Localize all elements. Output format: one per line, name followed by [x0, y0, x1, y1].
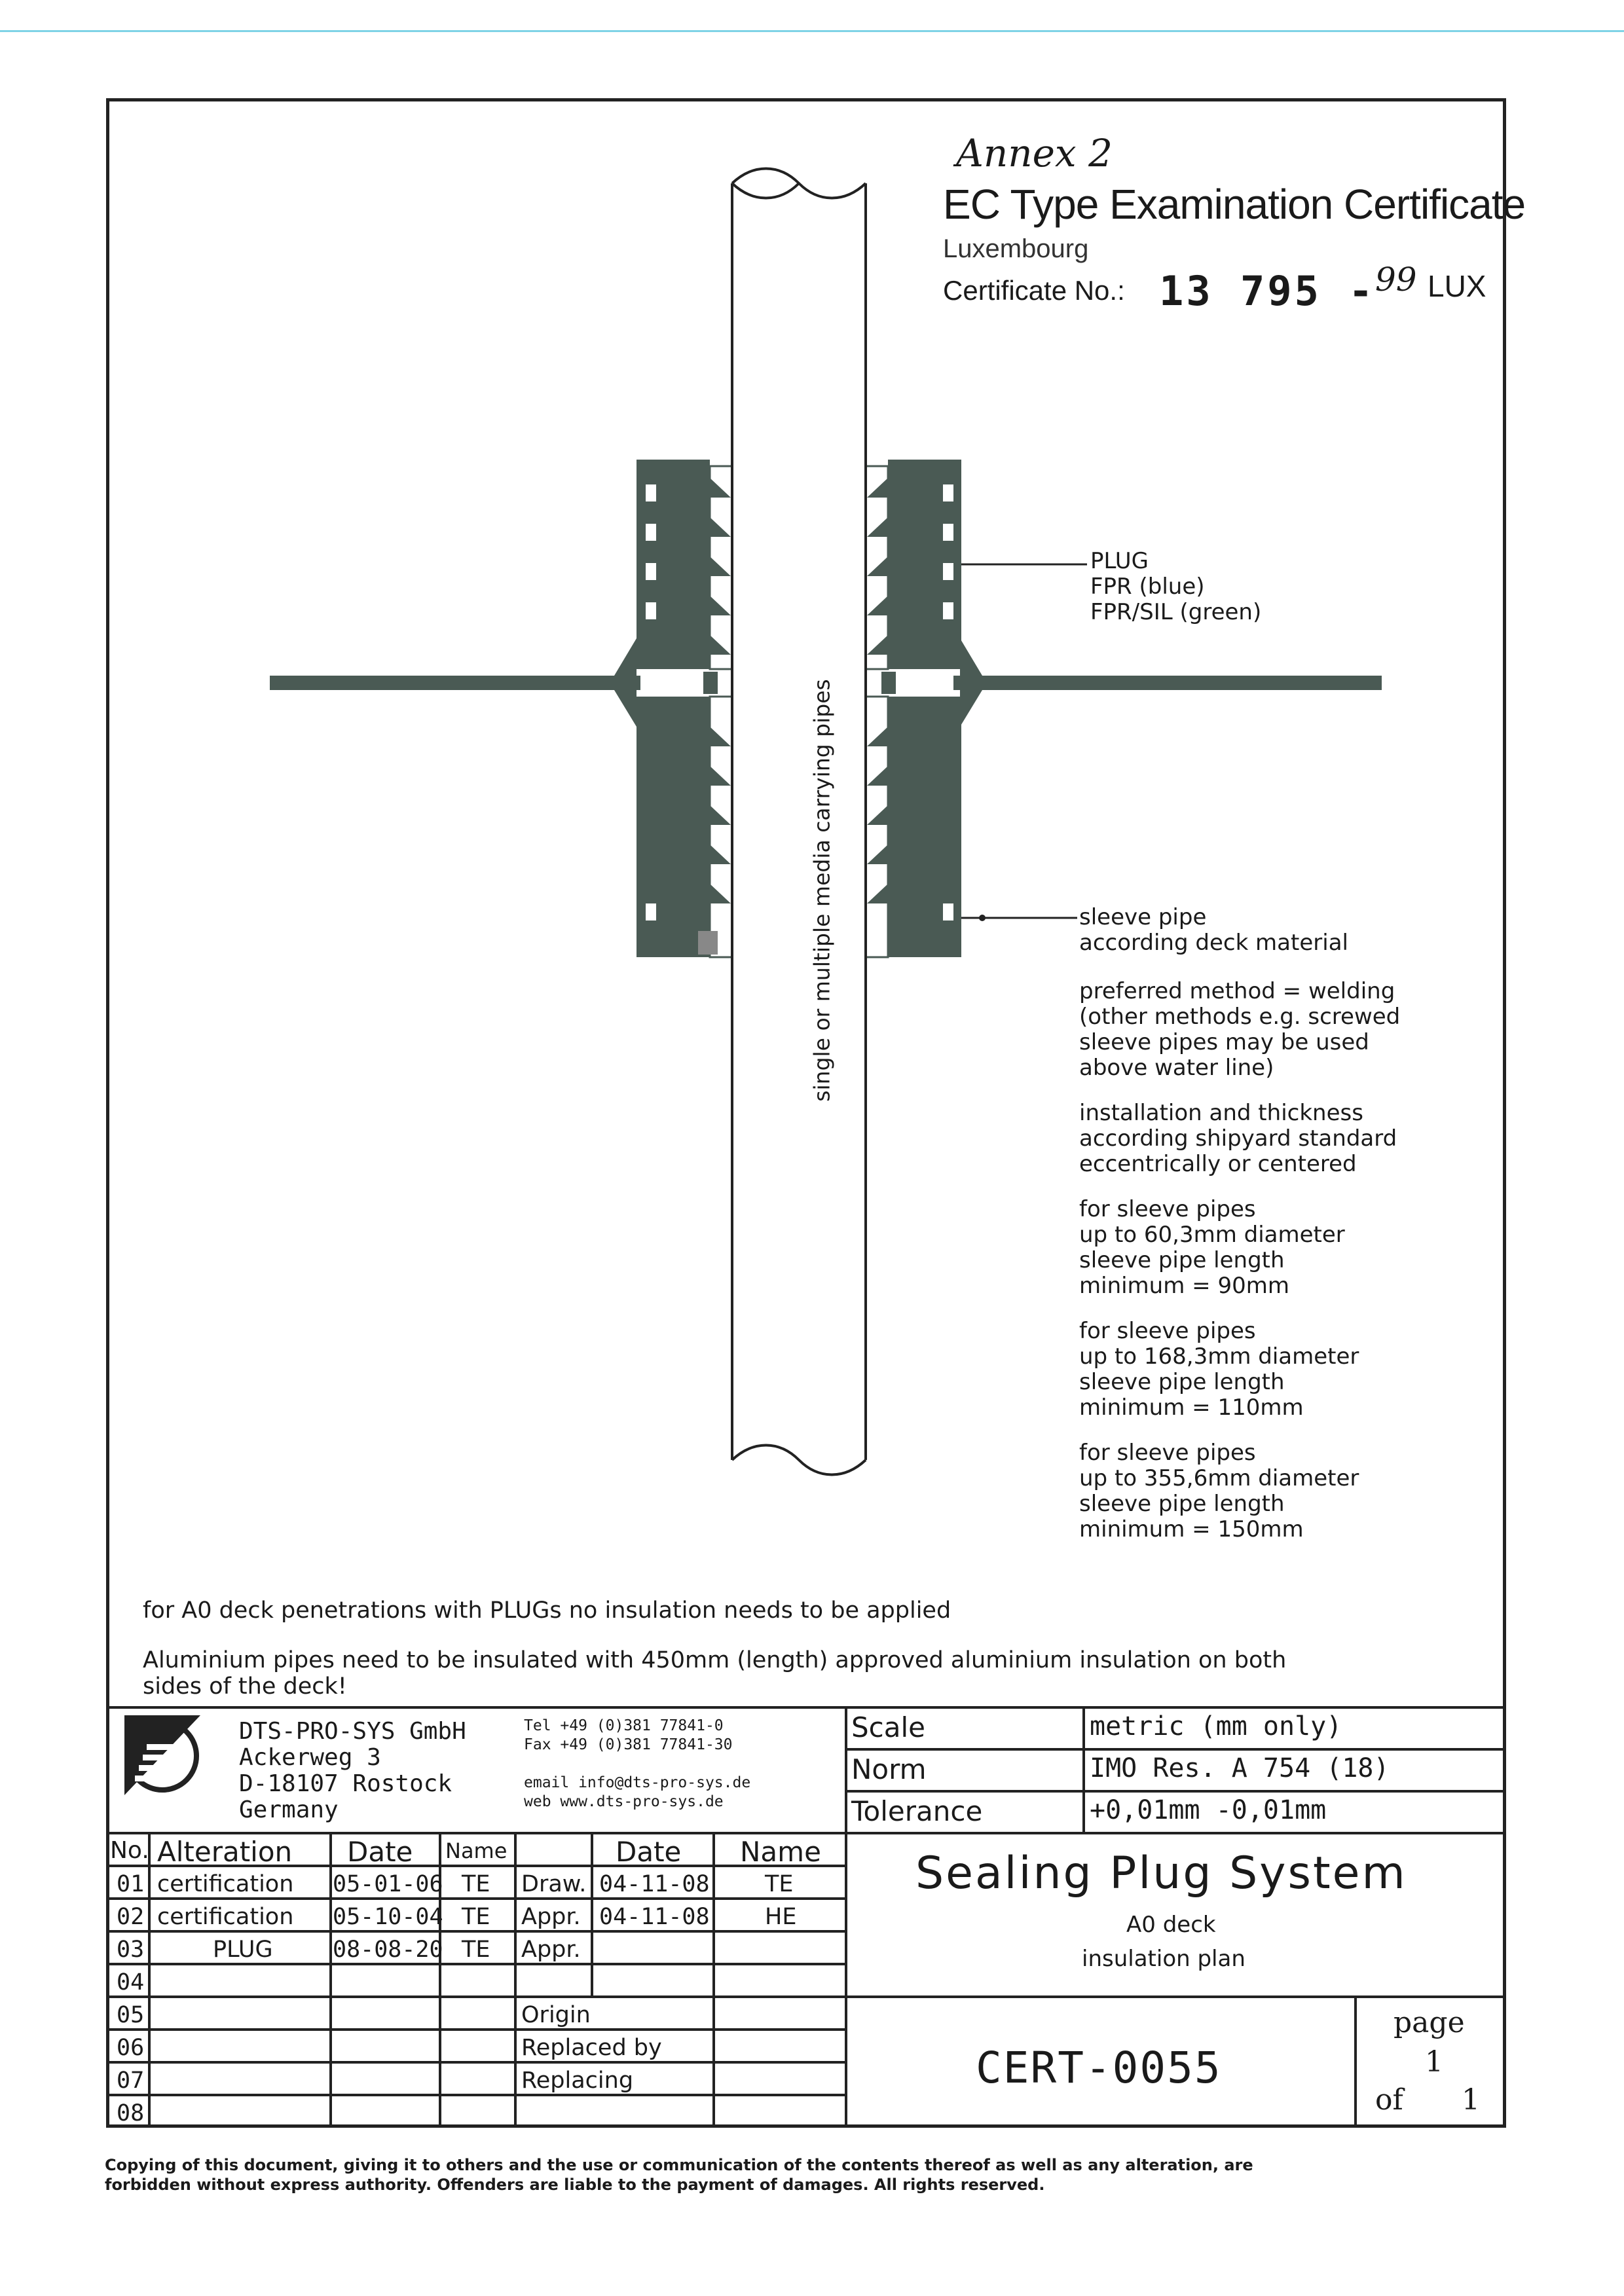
plug-note-line: FPR/SIL (green): [1090, 599, 1262, 625]
row-alteration: PLUG: [213, 1937, 273, 1963]
drawing-title: Sealing Plug System: [915, 1848, 1407, 1899]
sleeve-note: [1079, 905, 1348, 956]
note-line: minimum = 110mm: [1079, 1394, 1304, 1421]
company-country: Germany: [239, 1796, 339, 1823]
plug-note-line: FPR (blue): [1090, 574, 1205, 600]
note-line: for sleeve pipes: [1079, 1318, 1256, 1344]
page-label: page: [1393, 2006, 1465, 2039]
norm-value: IMO Res. A 754 (18): [1090, 1753, 1390, 1783]
company-address: [239, 1719, 466, 1823]
approved-name: HE: [765, 1904, 797, 1930]
sleeve-right: [866, 460, 961, 957]
a0-deck-note: for A0 deck penetrations with PLUGs no insulation needs to be applied: [143, 1597, 951, 1624]
note-line: up to 60,3mm diameter: [1079, 1222, 1345, 1248]
row-alteration: certification: [157, 1871, 294, 1897]
company-phone: Tel +49 (0)381 77841-0: [524, 1717, 724, 1734]
note-line: according shipyard standard: [1079, 1125, 1397, 1152]
deck-fillet-left-top: [614, 638, 637, 676]
page-number: 1: [1425, 2045, 1443, 2079]
page-total: 1: [1462, 2083, 1480, 2117]
note-line: for sleeve pipes: [1079, 1440, 1256, 1466]
deck-fillet-left-bottom: [614, 690, 637, 727]
pipe-label: single or multiple media carrying pipes: [809, 679, 835, 1102]
row-no: 07: [117, 2068, 145, 2094]
specification-notes: [1079, 979, 1400, 1562]
note-sleeve-60: [1079, 1197, 1400, 1299]
note-line: installation and thickness: [1079, 1100, 1363, 1126]
certificate-number-suffix: 99: [1375, 261, 1417, 299]
row-no: 08: [117, 2100, 145, 2126]
note-line: sleeve pipe length: [1079, 1247, 1285, 1273]
sleeve-left: [637, 460, 732, 957]
certificate-title: EC Type Examination Certificate: [943, 181, 1526, 228]
row-no: 01: [117, 1871, 145, 1897]
company-email: email info@dts-pro-sys.de: [524, 1774, 751, 1791]
header-alteration: Alteration: [157, 1836, 293, 1868]
drawing-subtitle-deck: A0 deck: [1126, 1912, 1216, 1938]
note-line: above water line): [1079, 1055, 1274, 1081]
replacing-label: Replacing: [521, 2068, 634, 2094]
document-number: CERT-0055: [976, 2043, 1222, 2093]
scale-value: metric (mm only): [1090, 1711, 1342, 1741]
note-line: eccentrically or centered: [1079, 1151, 1357, 1177]
tolerance-value: +0,01mm -0,01mm: [1090, 1795, 1327, 1825]
row-no: 04: [117, 1969, 145, 1995]
note-sleeve-168: [1079, 1319, 1400, 1421]
approved-label: Appr.: [521, 1904, 581, 1930]
note-line: sleeve pipes may be used: [1079, 1029, 1369, 1055]
row-no: 05: [117, 2002, 145, 2028]
row-name: TE: [462, 1937, 490, 1963]
tolerance-label: Tolerance: [851, 1795, 983, 1827]
company-logo: [124, 1715, 200, 1795]
sleeve-note-line: according deck material: [1079, 930, 1348, 956]
drawn-label: Draw.: [521, 1871, 587, 1897]
note-line: (other methods e.g. screwed: [1079, 1004, 1401, 1030]
row-date: 05-10-04: [333, 1904, 443, 1930]
copyright-line: Copying of this document, giving it to others and the use or communication of the contents thereof as well as any alteration, are: [105, 2156, 1253, 2174]
company-street: Ackerweg 3: [239, 1744, 381, 1771]
drawn-name: TE: [765, 1871, 794, 1897]
company-name: DTS-PRO-SYS GmbH: [239, 1718, 466, 1745]
certificate-number: 13 795 -: [1159, 267, 1376, 315]
row-no: 02: [117, 1904, 145, 1930]
header-date: Date: [347, 1836, 413, 1868]
note-line: up to 168,3mm diameter: [1079, 1343, 1359, 1370]
company-contact: [524, 1717, 750, 1812]
row-name: TE: [462, 1871, 490, 1897]
company-fax: Fax +49 (0)381 77841-30: [524, 1736, 733, 1753]
sleeve-note-line: sleeve pipe: [1079, 904, 1207, 930]
company-city: D-18107 Rostock: [239, 1770, 452, 1797]
header-name2: Name: [740, 1836, 821, 1868]
note-line: up to 355,6mm diameter: [1079, 1465, 1359, 1491]
row-name: TE: [462, 1904, 490, 1930]
note-line: for sleeve pipes: [1079, 1196, 1256, 1222]
header-name: Name: [445, 1838, 507, 1863]
aluminium-note-cont: sides of the deck!: [143, 1673, 347, 1700]
of-label: of: [1375, 2083, 1403, 2117]
drawing-subtitle-plan: insulation plan: [1082, 1946, 1246, 1972]
media-pipe: [732, 169, 866, 1475]
row-date: 05-01-06: [333, 1871, 443, 1897]
norm-label: Norm: [851, 1753, 927, 1785]
aluminium-note: Aluminium pipes need to be insulated with 450mm (length) approved aluminium insulation on both: [143, 1647, 1287, 1673]
note-welding: [1079, 979, 1400, 1081]
origin-label: Origin: [521, 2002, 591, 2028]
row-date: 08-08-20: [333, 1937, 443, 1963]
note-line: minimum = 90mm: [1079, 1273, 1289, 1299]
plug-note-line: PLUG: [1090, 548, 1149, 574]
deck-plate-left: [270, 676, 640, 690]
approved2-label: Appr.: [521, 1937, 581, 1963]
deck-fillet-right-bottom: [960, 690, 982, 727]
note-line: sleeve pipe length: [1079, 1369, 1285, 1395]
contact-spacer: [524, 1755, 750, 1774]
note-line: preferred method = welding: [1079, 978, 1395, 1004]
note-sleeve-355: [1079, 1440, 1400, 1542]
certificate-number-country: LUX: [1428, 269, 1486, 303]
row-alteration: certification: [157, 1904, 294, 1930]
header-no: No.: [110, 1837, 149, 1864]
copyright-notice: [105, 2155, 1253, 2195]
deck-plate-right: [953, 676, 1382, 690]
deck-fillet-right-top: [960, 638, 982, 676]
certificate-country: Luxembourg: [943, 234, 1089, 263]
copyright-line: forbidden without express authority. Offenders are liable to the payment of damages. All rights reserved.: [105, 2176, 1045, 2194]
note-installation: [1079, 1101, 1400, 1177]
plug-note: [1090, 549, 1261, 625]
annex-label: Annex 2: [956, 131, 1113, 175]
company-web: web www.dts-pro-sys.de: [524, 1793, 724, 1810]
replaced-by-label: Replaced by: [521, 2035, 662, 2061]
row-no: 06: [117, 2035, 145, 2061]
approved-date: 04-11-08: [599, 1904, 710, 1930]
note-line: minimum = 150mm: [1079, 1516, 1304, 1542]
certificate-number-label: Certificate No.:: [943, 275, 1125, 306]
header-date2: Date: [616, 1836, 682, 1868]
scale-label: Scale: [851, 1711, 925, 1743]
note-line: sleeve pipe length: [1079, 1491, 1285, 1517]
row-no: 03: [117, 1937, 145, 1963]
drawn-date: 04-11-08: [599, 1871, 710, 1897]
